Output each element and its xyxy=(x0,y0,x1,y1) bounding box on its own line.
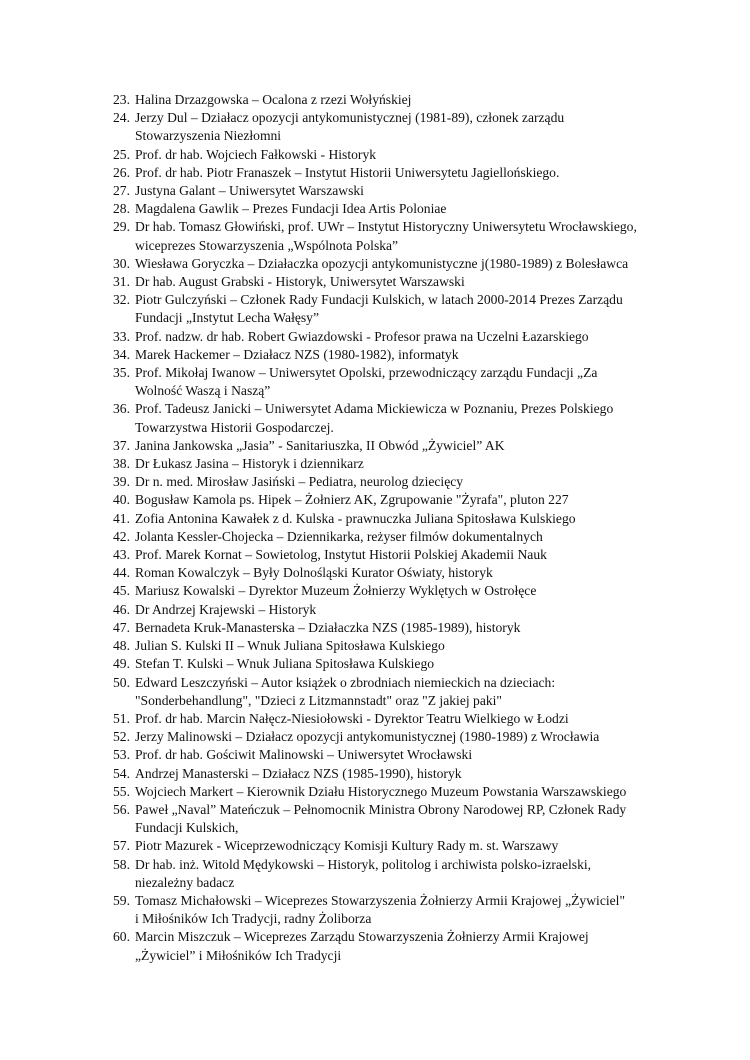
item-text-line: Marcin Miszczuk – Wiceprezes Zarządu Stowarzyszenia Żołnierzy Armii Krajowej xyxy=(135,929,589,945)
list-item xyxy=(113,801,673,837)
item-text xyxy=(135,491,673,509)
item-number: 44. xyxy=(113,565,130,581)
item-text-line: Mariusz Kowalski – Dyrektor Muzeum Żołnierzy Wyklętych w Ostrołęce xyxy=(135,583,537,599)
item-number: 56. xyxy=(113,801,130,817)
item-number: 51. xyxy=(113,710,130,726)
item-text xyxy=(135,928,673,964)
item-text-line: Paweł „Naval” Mateńczuk – Pełnomocnik Ministra Obrony Narodowej RP, Członek Rady xyxy=(135,801,627,817)
item-number: 54. xyxy=(113,765,130,781)
item-text xyxy=(135,437,673,455)
item-number: 55. xyxy=(113,783,130,799)
item-text-line: Prof. Tadeusz Janicki – Uniwersytet Adama Mickiewicza w Poznaniu, Prezes Polskiego xyxy=(135,401,614,417)
item-text xyxy=(135,218,673,254)
item-text xyxy=(135,328,673,346)
list-item xyxy=(113,564,673,582)
list-item xyxy=(113,728,673,746)
item-text-line: Marek Hackemer – Działacz NZS (1980-1982), informatyk xyxy=(135,346,459,362)
item-text xyxy=(135,801,673,837)
item-number: 49. xyxy=(113,656,130,672)
item-text xyxy=(135,765,673,783)
item-text-line: Roman Kowalczyk – Były Dolnośląski Kurator Oświaty, historyk xyxy=(135,565,493,581)
item-text xyxy=(135,564,673,582)
item-text-line: Fundacji „Instytut Lecha Wałęsy” xyxy=(135,310,319,326)
item-text xyxy=(135,91,673,109)
list-item xyxy=(113,765,673,783)
item-text xyxy=(135,255,673,273)
item-text-line: Prof. Marek Kornat – Sowietolog, Instytut Historii Polskiej Akademii Nauk xyxy=(135,547,547,563)
list-item xyxy=(113,109,673,145)
item-text-line: Stefan T. Kulski – Wnuk Juliana Spitosława Kulskiego xyxy=(135,656,435,672)
item-text xyxy=(135,473,673,491)
item-number: 24. xyxy=(113,110,130,126)
item-text-line: Janina Jankowska „Jasia” - Sanitariuszka, II Obwód „Żywiciel” AK xyxy=(135,437,505,453)
list-item xyxy=(113,746,673,764)
item-text-line: Prof. dr hab. Marcin Nałęcz-Niesiołowski - Dyrektor Teatru Wielkiego w Łodzi xyxy=(135,710,569,726)
list-item xyxy=(113,473,673,491)
list-item xyxy=(113,837,673,855)
item-text xyxy=(135,783,673,801)
item-text-line: Jerzy Dul – Działacz opozycji antykomunistycznej (1981-89), członek zarządu xyxy=(135,110,565,126)
list-item xyxy=(113,892,673,928)
item-text xyxy=(135,528,673,546)
item-number: 59. xyxy=(113,892,130,908)
item-text-line: Tomasz Michałowski – Wiceprezes Stowarzyszenia Żołnierzy Armii Krajowej „Żywiciel" xyxy=(135,892,625,908)
list-item xyxy=(113,783,673,801)
item-text xyxy=(135,619,673,637)
item-number: 35. xyxy=(113,365,130,381)
list-item xyxy=(113,437,673,455)
item-text-line: wiceprezes Stowarzyszenia „Wspólnota Polska” xyxy=(135,237,399,253)
item-text-line: Prof. nadzw. dr hab. Robert Gwiazdowski - Profesor prawa na Uczelni Łazarskiego xyxy=(135,328,589,344)
item-number: 37. xyxy=(113,437,130,453)
item-text-line: Prof. Mikołaj Iwanow – Uniwersytet Opolski, przewodniczący zarządu Fundacji „Za xyxy=(135,365,598,381)
list-item xyxy=(113,710,673,728)
item-number: 57. xyxy=(113,838,130,854)
item-text xyxy=(135,892,673,928)
item-number: 36. xyxy=(113,401,130,417)
item-text xyxy=(135,582,673,600)
item-text xyxy=(135,109,673,145)
item-number: 46. xyxy=(113,601,130,617)
item-text-line: Piotr Gulczyński – Członek Rady Fundacji Kulskich, w latach 2000-2014 Prezes Zarządu xyxy=(135,292,623,308)
item-text-line: niezależny badacz xyxy=(135,874,235,890)
list-item xyxy=(113,146,673,164)
list-item xyxy=(113,655,673,673)
item-text-line: Prof. dr hab. Gościwit Malinowski – Uniwersytet Wrocławski xyxy=(135,747,473,763)
item-text xyxy=(135,746,673,764)
item-text xyxy=(135,164,673,182)
item-text-line: Andrzej Manasterski – Działacz NZS (1985-1990), historyk xyxy=(135,765,462,781)
item-number: 25. xyxy=(113,146,130,162)
item-text-line: Dr Andrzej Krajewski – Historyk xyxy=(135,601,317,617)
item-text-line: Dr hab. August Grabski - Historyk, Uniwersytet Warszawski xyxy=(135,274,465,290)
list-item xyxy=(113,364,673,400)
item-text-line: Piotr Mazurek - Wiceprzewodniczący Komisji Kultury Rady m. st. Warszawy xyxy=(135,838,559,854)
item-text-line: Justyna Galant – Uniwersytet Warszawski xyxy=(135,183,364,199)
item-number: 30. xyxy=(113,255,130,271)
item-number: 38. xyxy=(113,456,130,472)
item-text xyxy=(135,837,673,855)
list-item xyxy=(113,856,673,892)
list-item xyxy=(113,91,673,109)
item-text xyxy=(135,455,673,473)
item-text xyxy=(135,273,673,291)
item-text xyxy=(135,728,673,746)
item-text-line: Edward Leszczyński – Autor książek o zbrodniach niemieckich na dzieciach: xyxy=(135,674,556,690)
item-number: 29. xyxy=(113,219,130,235)
item-text xyxy=(135,710,673,728)
item-text-line: Prof. dr hab. Piotr Franaszek – Instytut Historii Uniwersytetu Jagiellońskiego. xyxy=(135,164,560,180)
signatory-list xyxy=(113,91,673,965)
item-text-line: Jerzy Malinowski – Działacz opozycji antykomunistycznej (1980-1989) z Wrocławia xyxy=(135,729,600,745)
item-text-line: "Sonderbehandlung", "Dzieci z Litzmannstadt" oraz "Z jakiej paki" xyxy=(135,692,502,708)
list-item xyxy=(113,546,673,564)
list-item xyxy=(113,164,673,182)
item-text-line: Dr n. med. Mirosław Jasiński – Pediatra, neurolog dziecięcy xyxy=(135,474,464,490)
item-text-line: Bernadeta Kruk-Manasterska – Działaczka NZS (1985-1989), historyk xyxy=(135,619,521,635)
list-item xyxy=(113,291,673,327)
list-item xyxy=(113,491,673,509)
item-text xyxy=(135,674,673,710)
item-number: 23. xyxy=(113,92,130,107)
item-number: 47. xyxy=(113,619,130,635)
list-item xyxy=(113,218,673,254)
item-text xyxy=(135,346,673,364)
item-text-line: Prof. dr hab. Wojciech Fałkowski - Historyk xyxy=(135,146,377,162)
item-text-line: Magdalena Gawlik – Prezes Fundacji Idea Artis Poloniae xyxy=(135,201,447,217)
item-number: 40. xyxy=(113,492,130,508)
list-item xyxy=(113,273,673,291)
item-number: 50. xyxy=(113,674,130,690)
item-number: 31. xyxy=(113,274,130,290)
list-item xyxy=(113,510,673,528)
item-number: 27. xyxy=(113,183,130,199)
item-number: 26. xyxy=(113,164,130,180)
item-text-line: Halina Drzazgowska – Ocalona z rzezi Wołyńskiej xyxy=(135,92,412,107)
item-text xyxy=(135,364,673,400)
item-text-line: „Żywiciel” i Miłośników Ich Tradycji xyxy=(135,947,342,963)
list-item xyxy=(113,255,673,273)
item-text-line: Bogusław Kamola ps. Hipek – Żołnierz AK, Zgrupowanie "Żyrafa", pluton 227 xyxy=(135,492,569,508)
item-text xyxy=(135,637,673,655)
item-number: 32. xyxy=(113,292,130,308)
list-item xyxy=(113,637,673,655)
item-text-line: i Miłośników Ich Tradycji, radny Żoliborza xyxy=(135,911,372,927)
item-text-line: Wiesława Goryczka – Działaczka opozycji antykomunistyczne j(1980-1989) z Bolesławca xyxy=(135,255,629,271)
item-number: 43. xyxy=(113,547,130,563)
item-text-line: Dr Łukasz Jasina – Historyk i dziennikarz xyxy=(135,456,364,472)
item-text xyxy=(135,291,673,327)
item-text-line: Julian S. Kulski II – Wnuk Juliana Spitosława Kulskiego xyxy=(135,638,445,654)
item-number: 41. xyxy=(113,510,130,526)
list-item xyxy=(113,455,673,473)
item-number: 28. xyxy=(113,201,130,217)
list-item xyxy=(113,328,673,346)
item-number: 52. xyxy=(113,729,130,745)
item-text xyxy=(135,601,673,619)
list-item xyxy=(113,528,673,546)
item-number: 48. xyxy=(113,638,130,654)
list-item xyxy=(113,619,673,637)
item-text xyxy=(135,856,673,892)
list-item xyxy=(113,928,673,964)
item-text xyxy=(135,400,673,436)
item-number: 53. xyxy=(113,747,130,763)
item-text-line: Stowarzyszenia Niezłomni xyxy=(135,128,282,144)
item-number: 58. xyxy=(113,856,130,872)
list-item xyxy=(113,601,673,619)
item-text xyxy=(135,182,673,200)
item-text xyxy=(135,146,673,164)
item-number: 39. xyxy=(113,474,130,490)
item-number: 33. xyxy=(113,328,130,344)
item-text-line: Fundacji Kulskich, xyxy=(135,820,239,836)
list-item xyxy=(113,674,673,710)
item-text xyxy=(135,200,673,218)
list-item xyxy=(113,346,673,364)
item-number: 60. xyxy=(113,929,130,945)
item-number: 34. xyxy=(113,346,130,362)
list-item xyxy=(113,182,673,200)
item-text-line: Jolanta Kessler-Chojecka – Dziennikarka, reżyser filmów dokumentalnych xyxy=(135,528,543,544)
item-text-line: Zofia Antonina Kawałek z d. Kulska - prawnuczka Juliana Spitosława Kulskiego xyxy=(135,510,576,526)
item-text-line: Dr hab. Tomasz Głowiński, prof. UWr – Instytut Historyczny Uniwersytetu Wrocławskiego, xyxy=(135,219,637,235)
item-text xyxy=(135,655,673,673)
item-text-line: Wojciech Markert – Kierownik Działu Historycznego Muzeum Powstania Warszawskiego xyxy=(135,783,627,799)
list-item xyxy=(113,200,673,218)
list-item xyxy=(113,582,673,600)
item-text xyxy=(135,510,673,528)
item-text-line: Towarzystwa Historii Gospodarczej. xyxy=(135,419,334,435)
list-item xyxy=(113,400,673,436)
item-text xyxy=(135,546,673,564)
item-number: 45. xyxy=(113,583,130,599)
item-text-line: Dr hab. inż. Witold Mędykowski – Historyk, politolog i archiwista polsko-izraelski, xyxy=(135,856,592,872)
item-text-line: Wolność Waszą i Naszą” xyxy=(135,383,271,399)
item-number: 42. xyxy=(113,528,130,544)
